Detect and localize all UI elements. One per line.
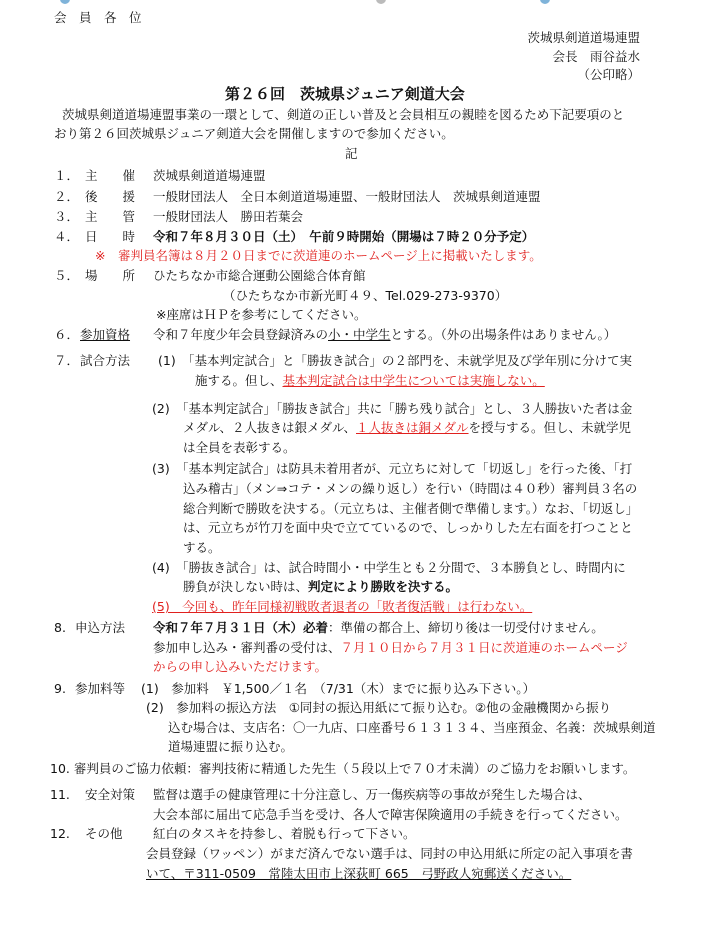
item-8-line3: からの申し込みいただけます。: [153, 659, 328, 674]
ki-heading: 記: [345, 146, 358, 161]
item-3-label: 主 管: [85, 209, 136, 224]
item-9-label: 参加料等: [75, 681, 126, 696]
item-1-label: 主 催: [85, 168, 136, 183]
item-9-line1: (1) 参加料 ￥1,500／１名 （7/31（木）までに振り込み下さい。）: [141, 681, 536, 696]
item-8-line2-pre: 参加申し込み・審判番の受付は、: [153, 640, 341, 655]
item-7-p1-line2-pre: 施する。但し、: [195, 373, 283, 388]
item-4-label: 日 時: [85, 229, 136, 244]
item-5-value: ひたちなか市総合運動公園総合体育館: [153, 268, 366, 283]
item-12-line1: 紅白のタスキを持参し、着脱も行って下さい。: [153, 826, 416, 841]
item-8-line2: [153, 640, 628, 656]
item-4-num: ４．: [54, 229, 80, 244]
item-7-p3-line1: (3) 「基本判定試合」は防具未着用者が、元立ちに対して「切返し」を行った後、「打: [152, 461, 633, 476]
item-8-line1-post: ：準備の都合上、締切り後は一切受付けません。: [328, 620, 604, 635]
item-12-num: 12.: [50, 826, 70, 841]
item-6-label: 参加資格: [80, 327, 131, 342]
seal-note: （公印略）: [577, 67, 640, 82]
item-6-num: ６．: [54, 327, 80, 342]
item-4-value: 令和７年８月３０日（土） 午前９時開始（開場は７時２０分予定）: [153, 229, 535, 244]
item-1-num: １．: [54, 168, 80, 183]
top-edge: [0, 0, 702, 6]
item-7-p2-line2-pre: メダル、２人抜きは銀メダル、: [183, 420, 357, 435]
item-5-num: ５．: [54, 268, 80, 283]
item-8-line2-red: ７月１０日から７月３１日に茨道連のホームページ: [340, 640, 628, 655]
item-7-num: ７．: [54, 353, 80, 368]
item-7-p2-line2-post: を授与する。但し、未就学児: [468, 420, 632, 435]
item-11-line1: 監督は選手の健康管理に十分注意し、万一傷疾病等の事故が発生した場合は、: [153, 787, 591, 802]
item-12-label: その他: [85, 826, 123, 841]
item-4-note: ※ 審判員名簿は８月２０日までに茨道連のホームページ上に掲載いたします。: [95, 248, 542, 263]
president-name: 会長 雨谷益水: [552, 49, 640, 64]
item-7-p3-line3: 総合判断で勝敗を決する。（元立ちは、主催者側で準備します。）なお、「切返し」: [183, 501, 639, 516]
item-8-num: 8.: [54, 620, 66, 635]
item-7-p3-line2: 込み稽古」（メン⇒コテ・メンの繰り返し）を行い（時間は４０秒）審判員３名の: [183, 481, 638, 496]
item-5-address: （ひたちなか市新光町４９、Tel.029-273-9370）: [223, 288, 508, 303]
item-8-deadline: 令和７年７月３１日（木）必着: [153, 620, 329, 635]
toolbar-fragment-icon: [376, 0, 386, 4]
item-7-p2-line1: (2) 「基本判定試合」「勝抜き試合」共に「勝ち残り試合」とし、３人勝抜いた者は金: [152, 401, 633, 416]
item-10: 10. 審判員のご協力依頼：審判技術に精通した先生（５段以上で７０才未満）のご協力をお願いします。: [50, 761, 636, 776]
item-11-num: 11.: [50, 787, 70, 802]
intro-line-1: 茨城県剣道道場連盟事業の一環として、剣道の正しい普及と会員相互の親睦を図るため下記要項のと: [62, 107, 625, 122]
item-6-value-pre: 令和７年度少年会員登録済みの: [153, 327, 329, 342]
item-9-line2: (2) 参加料の振込方法 ①同封の振込用紙にて振り込む。②他の金融機関から振り: [146, 700, 612, 715]
intro-line-2: おり第２６回茨城県ジュニア剣道大会を開催しますので参加ください。: [54, 126, 454, 141]
item-7-p1-line2-red: 基本判定試合は中学生については実施しない。: [282, 373, 545, 388]
item-12-line2: 会員登録（ワッペン）がまだ済んでない選手は、同封の申込用紙に所定の記入事項を書: [146, 846, 633, 861]
item-7-p2-line2: [183, 420, 631, 436]
org-name: 茨城県剣道道場連盟: [527, 30, 640, 45]
toolbar-fragment-icon: [60, 0, 70, 4]
item-2-num: ２．: [54, 189, 80, 204]
item-3-value: 一般財団法人 勝田若葉会: [153, 209, 304, 224]
item-5-note: ※座席はＨＰを参考にしてください。: [156, 307, 367, 322]
item-8-label: 申込方法: [75, 620, 126, 635]
item-8-line1: [153, 620, 604, 636]
item-11-line2: 大会本部に届出て応急手当を受け、各人で障害保険適用の手続きを行ってください。: [153, 807, 628, 822]
item-7-p2-line3: は全員を表彰する。: [183, 440, 296, 455]
item-1-value: 茨城県剣道道場連盟: [153, 168, 266, 183]
item-7-p2-line2-red: １人抜きは銅メダル: [356, 420, 469, 435]
item-2-value: 一般財団法人 全日本剣道道場連盟、一般財団法人 茨城県剣道連盟: [153, 189, 541, 204]
item-9-line4: 道場連盟に振り込む。: [168, 739, 294, 754]
addressee: 会 員 各 位: [54, 10, 142, 25]
item-7-p3-line4: は、元立ちが竹刀を面中央で立てているので、しっかりした左右面を打つことと: [183, 520, 633, 535]
item-6-value-underlined: 小・中学生: [328, 327, 391, 342]
item-9-line3: 込む場合は、支店名：〇一九店、口座番号６１３１３４、当座預金、名義：茨城県剣道: [168, 720, 656, 735]
item-7-p1-line1: (1) 「基本判定試合」と「勝抜き試合」の２部門を、未就学児及び学年別に分けて実: [158, 353, 632, 368]
item-6-value: [153, 327, 616, 343]
item-3-num: ３．: [54, 209, 80, 224]
item-7-label: 試合方法: [80, 353, 131, 368]
toolbar-fragment-icon: [540, 0, 550, 4]
item-11-label: 安全対策: [85, 787, 136, 802]
item-12-line3: いて、〒311-0509 常陸太田市上深荻町 665 弓野政人宛郵送ください。: [146, 866, 572, 881]
item-7-p5: (5) 今回も、昨年同様初戦敗者退者の「敗者復活戦」は行わない。: [152, 599, 533, 614]
item-2-label: 後 援: [85, 189, 136, 204]
item-5-label: 場 所: [85, 268, 136, 283]
page-title: 第２６回 茨城県ジュニア剣道大会: [225, 85, 465, 103]
item-9-num: 9.: [54, 681, 66, 696]
item-7-p4-line2-pre: 勝負が決しない時は、: [183, 579, 309, 594]
item-7-p1-line2: [195, 373, 545, 389]
item-7-p3-line5: する。: [183, 540, 221, 555]
item-7-p4-line2: [183, 579, 458, 595]
item-7-p4-line1: (4) 「勝抜き試合」は、試合時間小・中学生とも２分間で、３本勝負とし、時間内に: [152, 560, 626, 575]
item-7-p4-line2-bold: 判定により勝敗を決する。: [308, 579, 459, 594]
item-6-value-post: とする。（外の出場条件はありません。）: [390, 327, 617, 342]
